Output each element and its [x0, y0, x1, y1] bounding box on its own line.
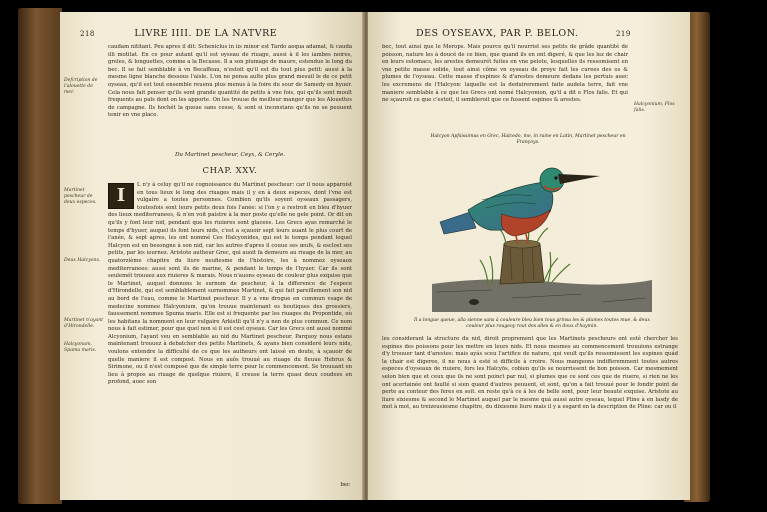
kingfisher-illustration — [432, 152, 652, 320]
margin-note: Martinet n'ayant d'Hirondelle. — [64, 318, 104, 329]
left-top-paragraph — [108, 44, 352, 142]
right-body-text: les considerant la structure du nid, diroit proprement que les Martinets pescheurs ont esté chercher les espines des poissons pour les mettre en leurs nids. Et nous mesmes au commencement trouuions estrange d'y trouuer tant d'arestes: mais ayás sceu l'artifice de nature, qui veult qu'ils ressomissent les espines quád la chair est digeree, il ne nous à esté si difficile à croire. Nous mangeons indifferemment toutes autres especes d'oyseaux de riuiere, fors les Halcyōs, cobien qu'ils se nourrissent de bon poisson. Car mesmement selon bien que et ceux que ils ne sont poinct par nul, si plumes que ce sont ces que de riuere, si rien ne les ont acertainée ont faulté si sien quand d'autres peuuent, et sont, qu'on a fait trouué pour le fondir point de perte au conteur des feres en soit. en reste qu'à ce à les de belle sont, pour leur beauté exquise. Aristote au liure sixiesme & second le Martinet auquel par le mesme quá aussi autre oyseau, lequel Pline à en lasdy de mot à mot, au treizeusiesme chapitre, du dixiesme liure mais il y a esgard en la description de Pline: car ou il — [382, 336, 678, 411]
margin-note: Halcyonium, Flos falis. — [634, 102, 675, 113]
figure-caption-top: Halcyon Apfsissimus en Grec, Halcedo, mo, in raine en Latin, Martinet pescheur en Françoys. — [430, 134, 626, 145]
catchword: bec — [340, 482, 350, 488]
left-running-head-title: LIVRE IIII. DE LA NATVRE — [134, 28, 278, 39]
left-top-text: caudam nititant. Peu apres il dit: Scheniclus in iis minor est Tardo aequa adamat, & cauda illi motitat. En ce pour autant qu'il est oyseau de riuage, aussi à il les iambes noires, greles, & longuettes, comme a la Becasse. Il a son plumage de maure, estendue le long du bec. Il se fait semblable à vn Becaffeau, n'estoit qu'il est du tout plus petit: aussi à la mesme ligne blanche dessous l'aisle. L'on ne pensa aulte plus grand mesuil le de ce petit oyseau, qu'il est tout ensemble reuenu plus menus à la foire du sour de Samedy en hyuer. Cela nous fait penser qu'ils sont grande quantité de petits à vne fois, qui qu'ils sont moult frequents au païs dont on les apporte. On les trouue de meilleur manger que les Alouettes de campagne. Ils hochét la queue sans cesse, & sont si inconstans qu'ils ne se peuuent tenir en vne place. — [108, 44, 352, 119]
kingfisher-bird — [440, 168, 600, 244]
left-page — [60, 12, 364, 500]
chapter-heading: CHAP. XXV. — [202, 166, 258, 176]
margin-note: Halcyonum, Spuma maris. — [64, 342, 97, 353]
right-page-number: 219 — [615, 30, 631, 38]
left-body-paragraph — [108, 182, 352, 478]
right-top-text: bec, tout ainsi que le Merops. Mais pource qu'il nourrist ses petits de grâde quantité de poisson, nature les à doucé de ce bien, que quand ils en ont digeré, & que les lez de chair en leurs estomacs, les arestes demeurét fuites en vne pelote, lesquelles ils ressomisent en vne petite masse solide, tout ainsi cõme vn oyseau de proye fait les curees des os & plumes de l'oyseau. Cette masse d'espines & d'arestes demeure dedans les pertuis auec les excremens de l'Halcyon: laquelle est la deduirerement faite audela terre, fait vne maniere semblable à ce que les Grecs ont nomé Halcyonion, qu'il a dit e Flos falis. Et qui ne sçauroit ce que c'estoit, il sembleroit que ce fussent espines & arestes. — [382, 44, 628, 104]
book-cover-left — [18, 8, 62, 504]
right-top-paragraph — [382, 44, 628, 128]
margin-note: Deux Halcyons. — [64, 258, 101, 263]
left-running-head — [80, 28, 277, 39]
open-book — [18, 8, 702, 504]
right-page — [368, 12, 690, 500]
left-body-text: L n'y à celuy qu'il ne cognoissance du Martinet pescheur: car il nous apparoist en tous lieux le long des riuages mais il y en à deux especes, dont l'vne est vulgaire a toutes personnes. Combien qu'ils soyent oyseaux passagers, toutesfois sont leurs petits deux fois l'anée: si l'on y a restroit en bleu d'hyuer des lieux mediterranees, & n'en voit paistre à la mer poste qu'elle ne gele point. Or dit on qu'ils y font leur nid, pendant que les riuieres sont glacees. Les Grecs ayas remarché le temps d'hyuer, auquel ils font leurs nids, c'est a sçauoir sept iours auant le plus court de l'anée, & sept apres, les ont nommé Ces Halcyonides, qui est le temps pendant lequel Halcyon est en besongne à son nid, car les autres d'apres il couue ses œufs, & esclost ses petits, par les iournez. Aristote autheur Grec, qui auoit fa demeure au riuage de la mer, au quatorzième chapitre du liure neufiesme de l'histoire, les à nommez oyseaux mediterranees: aussi sont ils de marine, & pendant le temps de l'hyuer. Car ils sont seulemét trouuez aux riuieres & marais. Nous n'auons oyseau de couleur plus exquise que le Martinet, auquel donnons le surnom de pescheur, à la difference de l'espece d'Hirondelle, qui est semblablement surnommee Martinet, & qui fait pareillement son nid au bord de l'eau, comme le Martinet pescheur. Il y a vne drogue en commun vsage de medecine nommee Halcyonium, qu'on trouue maintenant es boutiques des grossiers, faussement nommee Spuma maris. Elle est si frequente par les riuages du Propontide, où les habitans la nomment en leur vulgaire Arkistli qu'il n'y a nen de plus commun. Ce nom nous à fait estimer, pour que quel non si il est cest oyseau. Car les Grecs ont aussi nommé Alcyonium, l'ayant veu en semblable au nid du Martinet pescheur. Parquoy nous estans maintenant trouuez à debatcher des petits Martinets, & ayans bien consideré leurs nids, voulons entendre la difficulté de ce que les autheurs ont laissé en doute, à sçauoir de quelle maniere il est compost. Nous en auôs trouué au riuage du fleuue Hebrus & Sirimone, ou il n'est composé que de simple terre pour le commencement. Se trouuant en lieu à propos au riuage de quelque riuiere, il creuse la terre quasi deux coudees en profond, auec son — [108, 182, 352, 386]
chapter-subtitle: Du Martinet pescheur, Ceyx, & Ceryle. — [174, 152, 286, 158]
right-running-head-title: DES OYSEAVX, PAR P. BELON. — [416, 28, 579, 39]
dropcap-initial: I — [108, 183, 134, 209]
right-body-paragraph — [382, 336, 678, 484]
left-page-number: 218 — [80, 30, 95, 38]
ground — [432, 279, 652, 312]
right-running-head — [416, 28, 631, 39]
margin-note: Defcription de l'alouette de mer. — [64, 78, 98, 95]
figure-caption-bottom: Il a longue queue, alla sienne sans à couleure bleu bien tous grinsa les & plumes toutes mue, & deux couleur plus rougeoy rout des alles & en doux d'haymin. — [414, 318, 650, 329]
margin-note: Martinet pescheur de deux especes. — [64, 188, 97, 205]
tree-stump — [500, 240, 544, 284]
